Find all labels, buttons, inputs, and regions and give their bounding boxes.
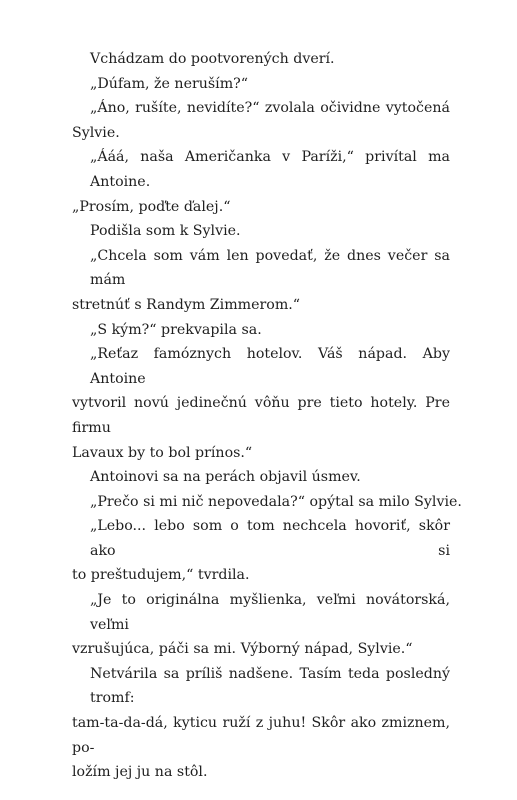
paragraph [72,588,450,662]
paragraph [72,72,450,97]
paragraph [72,47,450,72]
text-line: „Reťaz famóznych hotelov. Váš nápad. Aby Antoine [90,346,450,387]
text-line: „Prosím, poďte ďalej.“ [72,198,231,215]
text-line: Netvárila sa príliš nadšene. Tasím teda posledný tromf: [90,665,450,707]
paragraph [72,96,450,145]
text-line: to preštudujem,“ tvrdila. [72,567,250,584]
paragraph [72,465,450,490]
paragraph [72,244,450,318]
text-line: „Áno, rušíte, nevidíte?“ zvolala očividne vytočená [90,100,450,117]
text-line: „Dúfam, že neruším?“ [90,75,249,92]
paragraph [72,145,450,219]
text-line: Podišla som k Sylvie. [90,223,241,240]
text-line: „Lebo... lebo som o tom nechcela hovoriť, skôr ako si [90,518,450,559]
paragraph [72,490,462,515]
text-line: vytvoril novú jedinečnú vôňu pre tieto hotely. Pre firmu [72,395,450,436]
text-line: Lavaux by to bol prínos.“ [72,444,253,461]
text-line: „Je to originálna myšlienka, veľmi novátorská, veľmi [90,592,450,633]
text-line: Antoinovi sa na perách objavil úsmev. [90,469,361,486]
text-line: „S kým?“ prekvapila sa. [90,321,262,338]
paragraph [72,342,450,465]
text-line: ložím jej ju na stôl. [72,764,208,781]
text-line: vzrušujúca, páči sa mi. Výborný nápad, Sylvie.“ [72,641,413,658]
text-line: „Chcela som vám len povedať, že dnes večer sa mám [90,247,450,289]
text-line: „Ááá, naša Američanka v Paríži,“ privítal ma Antoine. [90,149,450,190]
paragraph [72,514,450,588]
paragraph [72,318,450,343]
text-line: Vchádzam do pootvorených dverí. [90,51,335,67]
paragraph [72,662,450,785]
text-line: stretnúť s Randym Zimmerom.“ [72,296,301,313]
body-text [72,47,462,785]
text-line: „Prečo si mi nič nepovedala?“ opýtal sa milo Sylvie. [90,493,462,510]
text-line: Sylvie. [72,124,120,141]
text-line: tam-ta-da-dá, kyticu ruží z juhu! Skôr ako zmiznem, po- [72,715,450,756]
paragraph [72,219,450,244]
